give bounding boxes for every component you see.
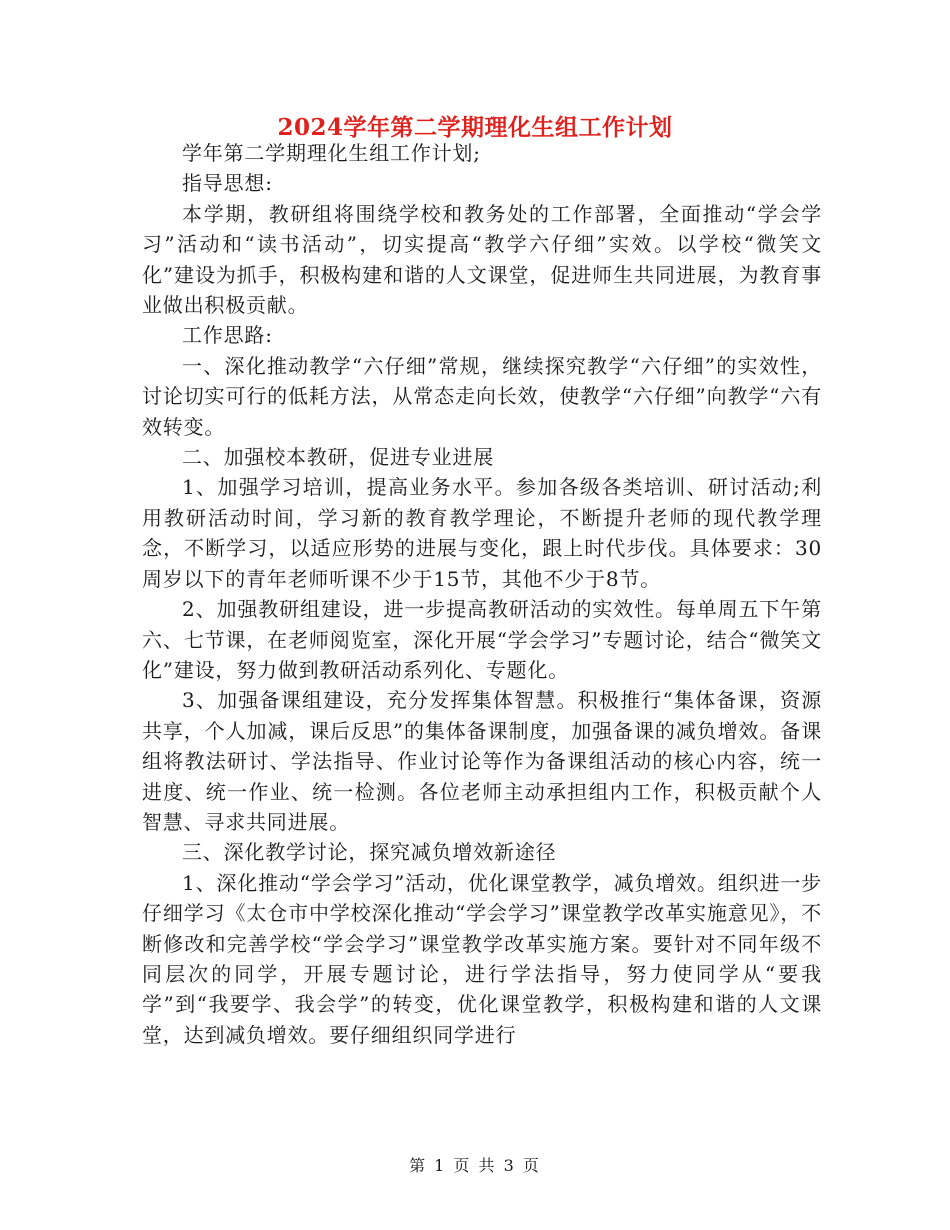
paragraph-two-item-1: 1、加强学习培训，提高业务水平。参加各级各类培训、研讨活动;利用教研活动时间，学习新的教育教学理论，不断提升老师的现代教学理念，不断学习，以适应形势的进展与变化，跟上时代步伐。具体要求：30周岁以下的青年老师听课不少于15节，其他不少于8节。 <box>142 475 822 591</box>
paragraph-two-item-2: 2、加强教研组建设，进一步提高教研活动的实效性。每单周五下午第六、七节课，在老师阅览室，深化开展“学会学习”专题讨论，结合“微笑文化”建设，努力做到教研活动系列化、专题化。 <box>142 597 822 682</box>
page-footer: 第 1 页 共 3 页 <box>409 1156 541 1175</box>
paragraph-work-ideas-heading: 工作思路: <box>182 323 273 348</box>
paragraph-two-item-3: 3、加强备课组建设，充分发挥集体智慧。积极推行“集体备课，资源共享，个人加减，课后反思”的集体备课制度，加强备课的减负增效。备课组将教法研讨、学法指导、作业讨论等作为备课组活动的核心内容，统一进度、统一作业、统一检测。各位老师主动承担组内工作，积极贡献个人智慧、寻求共同进展。 <box>142 688 822 834</box>
paragraph-section-two-heading: 二、加强校本教研，促进专业进展 <box>182 445 494 470</box>
document-title: 2024学年第二学期理化生组工作计划 <box>277 114 673 141</box>
paragraph-three-item-1: 1、深化推动“学会学习”活动，优化课堂教学，减负增效。组织进一步仔细学习《太仓市中学校深化推动“学会学习”课堂教学改革实施意见》，不断修改和完善学校“学会学习”课堂教学改革实施方案。要针对不同年级不同层次的同学，开展专题讨论，进行学法指导，努力使同学从“要我学”到“我要学、我会学”的转变，优化课堂教学，积极构建和谐的人文课堂，达到减负增效。要仔细组织同学进行 <box>142 870 822 1047</box>
paragraph-section-three-heading: 三、深化教学讨论，探究减负增效新途径 <box>182 840 557 865</box>
paragraph-section-one: 一、深化推动教学“六仔细”常规，继续探究教学“六仔细”的实效性，讨论切实可行的低耗方法，从常态走向长效，使教学“六仔细”向教学“六有效转变。 <box>142 353 822 439</box>
document-body <box>142 138 822 1050</box>
paragraph-guiding-body: 本学期，教研组将围绕学校和教务处的工作部署，全面推动“学会学习”活动和“读书活动”，切实提高“教学六仔细”实效。以学校“微笑文化”建设为抓手，积极构建和谐的人文课堂，促进师生共同进展，为教育事业做出积极贡献。 <box>142 201 822 318</box>
paragraph-guiding-heading: 指导思想: <box>182 171 273 196</box>
paragraph-subtitle: 学年第二学期理化生组工作计划; <box>182 141 481 165</box>
